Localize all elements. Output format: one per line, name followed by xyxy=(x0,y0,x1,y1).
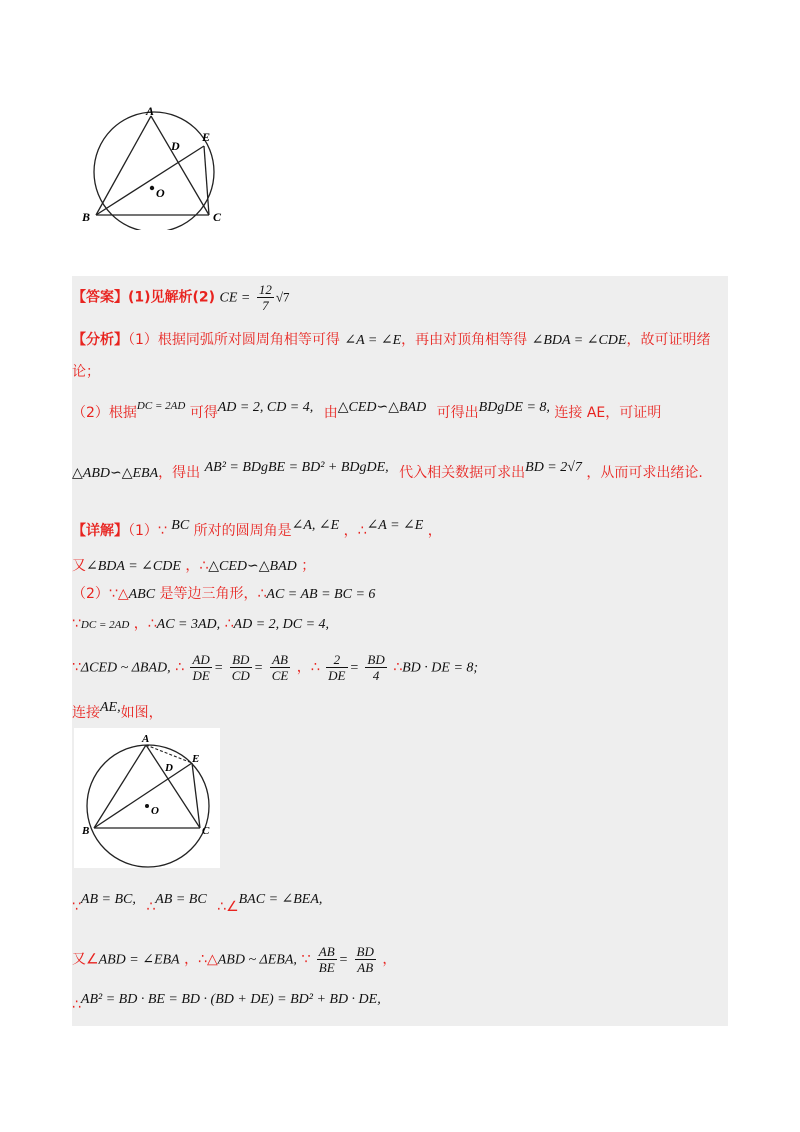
detail-line-8: 又∠ABD = ∠EBA ，∴△ABD ~ ΔEBA, ∵ $\frac{AB}{BE}$ = $\frac{BD}{AB}$ ， xyxy=(72,944,397,975)
answer-fraction: $\frac{12}{7}$ xyxy=(258,282,272,313)
analysis-line-2: 论； xyxy=(72,364,100,380)
detail-line-3: （2）∵△ABC 是等边三角形，∴AC = AB = BC = 6 xyxy=(72,586,376,602)
label-e-2: E xyxy=(192,753,200,765)
center-point-2 xyxy=(145,804,149,808)
analysis-line-4: △ABD∽△EBA，得出 AB² = BDgBE = BD² + BDgDE, 代入相关数据可求出BD = 2√7 ，从而可求出绪论. xyxy=(72,460,703,481)
geometry-figure-bottom xyxy=(74,728,220,868)
detail-line-9: ∴AB² = BD · BE = BD · (BD + DE) = BD² + BD · DE, xyxy=(72,992,381,1013)
detail-line-2: 又∠BDA = ∠CDE ，∴△CED∽△BAD ； xyxy=(72,558,316,574)
analysis-line-1: 【分析】（1）根据同弧所对圆周角相等可得 ∠A = ∠E，再由对顶角相等得 ∠BDA = ∠CDE，故可证明绪 xyxy=(72,332,711,348)
label-o-2: O xyxy=(151,805,159,817)
label-a: A xyxy=(146,104,155,118)
figure-background xyxy=(74,728,220,868)
label-a-2: A xyxy=(142,733,150,745)
center-point xyxy=(150,186,154,190)
analysis-line-3: （2）根据$^{DC = 2AD}$ 可得AD = 2, CD = 4, 由△CED∽△BAD 可得出BDgDE = 8, 连接 AE，可证明 xyxy=(72,400,662,421)
segment-be xyxy=(96,146,204,215)
label-b-2: B xyxy=(82,825,90,837)
detail-line-6: 连接AE,如图， xyxy=(72,700,163,721)
answer-line: 【答案】(1)见解析(2) CE = $\frac{12}{7}$ √7 xyxy=(72,282,290,313)
label-e: E xyxy=(202,130,211,144)
segment-ab xyxy=(96,116,151,215)
label-c-2: C xyxy=(202,825,210,837)
detail-line-5: ∵ΔCED ~ ΔBAD, ∴ $\frac{AD}{DE}$ = $\frac{BD}{CD}$ = $\frac{AB}{CE}$ ，∴ $\frac{2}{DE}$ = $\frac{BD}{4}$ ∴BD · DE = 8; xyxy=(72,652,479,683)
label-d: D xyxy=(171,139,180,153)
detail-line-4: ∵DC = 2AD ，∴AC = 3AD, ∴AD = 2, DC = 4, xyxy=(72,616,330,632)
label-d-2: D xyxy=(165,762,173,774)
detail-line-1: 【详解】（1）∵ BC 所对的圆周角是∠A, ∠E ，∴∠A = ∠E ， xyxy=(72,518,442,539)
circle xyxy=(94,112,214,230)
label-o: O xyxy=(156,186,165,200)
geometry-figure-top xyxy=(78,104,242,230)
label-b: B xyxy=(82,210,91,224)
segment-ac xyxy=(151,116,209,215)
detail-line-7: ∵AB = BC, ∴AB = BC ∴∠BAC = ∠BEA, xyxy=(72,892,323,915)
label-c: C xyxy=(213,210,222,224)
